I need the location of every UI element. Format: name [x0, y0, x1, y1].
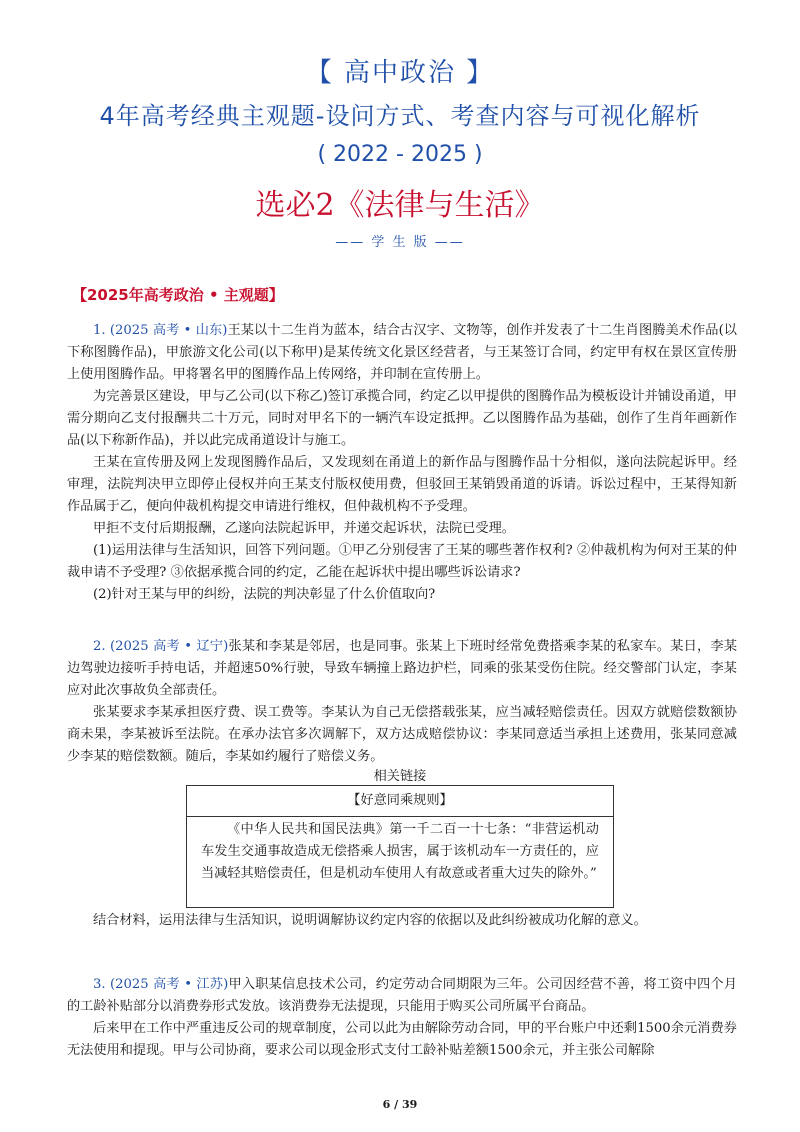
years-range: ( 2022 - 2025 ) [317, 142, 483, 167]
book-title: 选必2《法律与生活》 [255, 188, 545, 223]
q1-source: 1. (2025 高考 • 山东) [93, 323, 228, 338]
q2-source: 2. (2025 高考 • 辽宁) [93, 639, 229, 654]
related-link-box [186, 785, 614, 908]
q3-source: 3. (2025 高考 • 江苏) [93, 977, 229, 992]
subject-heading: 【 高中政治 】 [305, 58, 495, 88]
q2-text-1: 张某和李某是邻居，也是同事。张某上下班时经常免费搭乘李某的私家车。某日，李某边驾驶边接听手持电话，并超速50%行驶，导致车辆撞上路边护栏，同乘的张某受伤住院。经交警部门认定，李某应对此次事故负全部责任。 [67, 639, 738, 698]
q2-paragraph-2: 张某要求李某承担医疗费、误工费等。李某认为自己无偿搭载张某，应当减轻赔偿责任。因双方就赔偿数额协商未果，李某被诉至法院。在承办法官多次调解下，双方达成赔偿协议：李某同意适当承担上述费用，张某同意减少李某的赔偿数额。随后，李某如约履行了赔偿义务。 [67, 705, 737, 764]
q1-paragraph-2: 为完善景区建设，甲与乙公司(以下称乙)签订承揽合同，约定乙以甲提供的图腾作品为模板设计并铺设甬道，甲需分期向乙支付报酬共二十万元，同时对甲名下的一辆汽车设定抵押。乙以图腾作品为基础，创作了生肖年画新作品(以下称新作品)，并以此完成甬道设计与施工。 [67, 389, 737, 448]
q1-text-1: 王某以十二生肖为蓝本，结合古汉字、文物等，创作并发表了十二生肖图腾美术作品(以下称图腾作品)，甲旅游文化公司(以下称甲)是某传统文化景区经营者，与王某签订合同，约定甲有权在景区宣传册上使用图腾作品。甲将署名甲的图腾作品上传网络，并印制在宣传册上。 [67, 323, 737, 382]
q3-text-1: 甲入职某信息技术公司，约定劳动合同期限为三年。公司因经营不善，将工资中四个月的工龄补贴部分以消费券形式发放。该消费券无法提现，只能用于购买公司所属平台商品。 [67, 977, 738, 1014]
q1-paragraph-1 [67, 320, 737, 386]
series-title: 4年高考经典主观题-设问方式、考查内容与可视化解析 [99, 102, 701, 130]
link-box-body: 《中华人民共和国民法典》第一千二百一十七条：“非营运机动车发生交通事故造成无偿搭乘人损害，属于该机动车一方责任的，应当减轻其赔偿责任，但是机动车使用人有故意或者重大过失的除外。” [201, 822, 599, 881]
page-number: 6 / 39 [382, 1098, 418, 1111]
q1-paragraph-4: 甲拒不支付后期报酬，乙遂向法院起诉甲，并递交起诉状，法院已受理。 [93, 521, 515, 536]
section-title: 【2025年高考政治 • 主观题】 [72, 286, 284, 304]
q3-paragraph-2: 后来甲在工作中严重违反公司的规章制度，公司以此为由解除劳动合同，甲的平台账户中还剩1500余元消费券无法使用和提现。甲与公司协商，要求公司以现金形式支付工龄补贴差额1500余元，并主张公司解除 [67, 1021, 737, 1058]
link-box-header: 【好意同乘规则】 [187, 786, 613, 817]
q2-question: 结合材料，运用法律与生活知识，说明调解协议约定内容的依据以及此纠纷被成功化解的意义。 [93, 913, 647, 928]
related-link-title: 相关链接 [373, 769, 427, 784]
q3-paragraph-1 [67, 974, 737, 1018]
edition-label: —— 学 生 版 —— [335, 235, 465, 250]
q2-paragraph-1 [67, 636, 737, 702]
q1-paragraph-3: 王某在宣传册及网上发现图腾作品后，又发现刻在甬道上的新作品与图腾作品十分相似，遂向法院起诉甲。经审理，法院判决甲立即停止侵权并向王某支付版权使用费，但驳回王某销毁甬道的诉请。诉讼过程中，王某得知新作品属于乙，便向仲裁机构提交申请进行维权，但仲裁机构不予受理。 [67, 455, 737, 514]
q1-question-2: (2)针对王某与甲的纠纷，法院的判决彰显了什么价值取向? [93, 587, 436, 602]
q1-question-1: (1)运用法律与生活知识，回答下列问题。①甲乙分别侵害了王某的哪些著作权利? ②仲裁机构为何对王某的仲裁申请不予受理? ③依据承揽合同的约定，乙能在起诉状中提出哪些诉讼请求? [67, 543, 737, 580]
